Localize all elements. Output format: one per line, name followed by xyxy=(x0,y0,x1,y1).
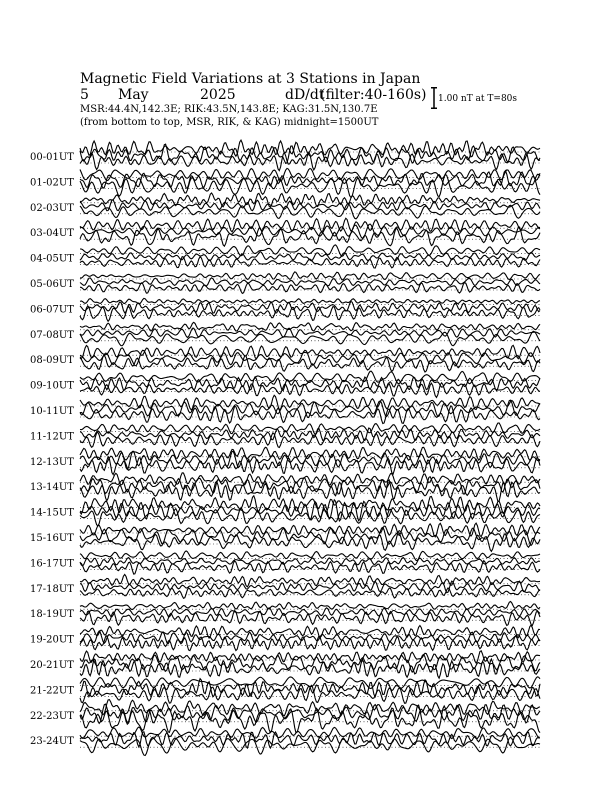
trace-rik xyxy=(80,200,540,211)
trace-msr xyxy=(80,561,540,575)
quantity-label: dD/dt xyxy=(285,87,325,103)
trace-kag xyxy=(80,551,540,561)
hour-row-label: 16-17UT xyxy=(30,558,74,570)
trace-kag xyxy=(80,625,540,638)
trace-rik xyxy=(80,377,540,391)
chart-title: Magnetic Field Variations at 3 Stations in Japan xyxy=(80,71,421,87)
trace-msr xyxy=(80,174,540,197)
hour-row-label: 14-15UT xyxy=(30,507,74,519)
trace-kag xyxy=(80,423,540,434)
hour-row-label: 12-13UT xyxy=(30,456,74,468)
hour-row-label: 01-02UT xyxy=(30,177,74,189)
hour-row-label: 15-16UT xyxy=(30,533,74,544)
trace-kag xyxy=(80,218,540,232)
trace-kag xyxy=(80,298,540,303)
trace-msr xyxy=(80,383,540,398)
trace-kag xyxy=(80,245,540,256)
trace-kag xyxy=(80,651,540,663)
trace-rik xyxy=(80,171,540,189)
hour-row-label: 05-06UT xyxy=(30,279,74,290)
trace-kag xyxy=(80,602,540,610)
trace-rik xyxy=(80,278,540,286)
date-year: 2025 xyxy=(200,87,236,103)
trace-msr xyxy=(80,611,540,626)
hour-row-label: 04-05UT xyxy=(30,253,74,265)
hour-row-label: 11-12UT xyxy=(30,431,74,443)
trace-msr xyxy=(80,204,540,219)
trace-kag xyxy=(80,272,540,280)
trace-kag xyxy=(80,447,540,460)
scale-label: 1.00 nT at T=80s xyxy=(438,94,518,104)
hour-row-label: 10-11UT xyxy=(30,406,74,417)
trace-msr xyxy=(80,659,540,678)
trace-rik xyxy=(80,608,540,617)
trace-rik xyxy=(80,302,540,314)
date-month: May xyxy=(118,87,149,103)
trace-rik xyxy=(80,558,540,566)
trace-kag xyxy=(80,168,540,181)
filter-label: (filter:40-160s) xyxy=(320,87,427,103)
hour-row-label: 02-03UT xyxy=(30,202,74,214)
hour-row-label: 13-14UT xyxy=(30,482,74,494)
hour-row-label: 19-20UT xyxy=(30,634,74,646)
hour-row-label: 22-23UT xyxy=(30,710,74,722)
trace-kag xyxy=(80,322,540,331)
trace-rik xyxy=(80,224,540,238)
hour-row-label: 20-21UT xyxy=(30,660,74,671)
hour-row-label: 09-10UT xyxy=(30,380,74,392)
date-day: 5 xyxy=(80,87,89,103)
hour-row-label: 18-19UT xyxy=(30,609,74,621)
stations-info: MSR:44.4N,142.3E; RIK:43.5N,143.8E; KAG:31.5N,130.7E xyxy=(80,104,378,115)
hour-row-label: 07-08UT xyxy=(30,329,74,341)
hour-row-label: 06-07UT xyxy=(30,304,74,316)
trace-kag xyxy=(80,345,540,359)
trace-rik xyxy=(80,581,540,593)
trace-msr xyxy=(80,257,540,268)
trace-order-note: (from bottom to top, MSR, RIK, & KAG) midnight=1500UT xyxy=(80,117,379,128)
hour-row-label: 08-09UT xyxy=(30,355,74,367)
trace-msr xyxy=(80,227,540,246)
hour-row-label: 03-04UT xyxy=(30,228,74,240)
trace-rik xyxy=(80,654,540,672)
trace-rik xyxy=(80,631,540,644)
hour-row-label: 21-22UT xyxy=(30,685,74,697)
hour-row-label: 17-18UT xyxy=(30,583,74,595)
hour-row-label: 00-01UT xyxy=(30,152,74,163)
hour-row-label: 23-24UT xyxy=(30,736,74,748)
